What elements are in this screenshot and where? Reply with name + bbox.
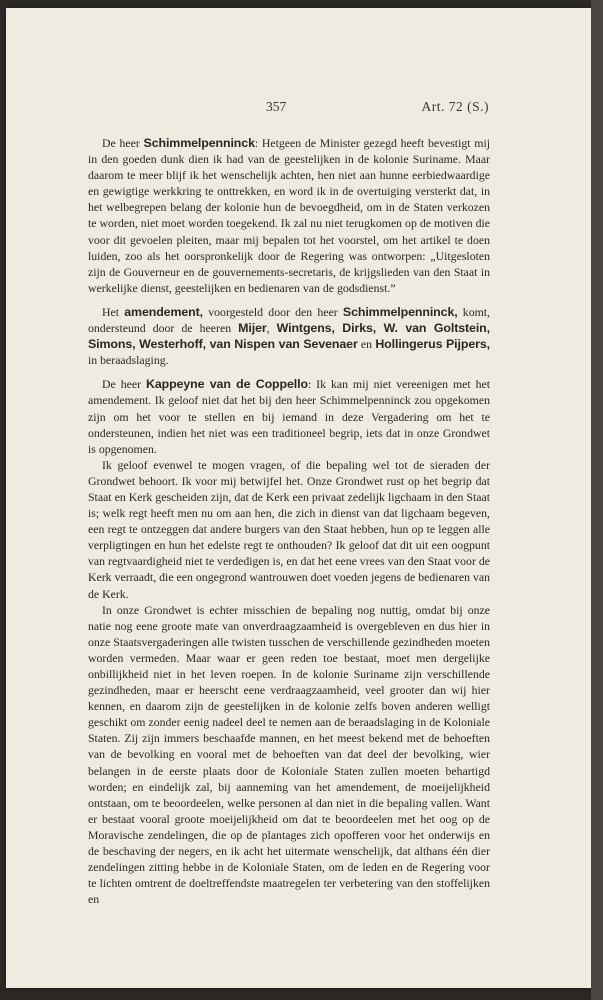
- bold-name: Kappeyne van de Coppello: [145, 377, 308, 392]
- paragraph-text: voorgesteld door den heer: [203, 304, 343, 319]
- bold-name: amendement,: [124, 304, 204, 319]
- paragraph-text: komt, ondersteund door de heeren: [88, 304, 490, 336]
- running-header: [78, 99, 489, 117]
- paragraph-text: in beraadslaging.: [88, 353, 169, 368]
- body-text: [88, 135, 490, 907]
- paragraph: [88, 602, 490, 908]
- bold-name: Hollingerus Pijpers,: [375, 337, 490, 352]
- paragraph-text: : Hetgeen de Minister gezegd heeft bevestigt mij in den goeden dunk dien ik had van de geestelijken in de kolonie Suriname. Maar daarom te meer blijf ik het wenschelijk achten, hen niet aan hunne eerbiedwaardige en gewigtige werkkring te onttrekken, en word ik in de overtuiging versterkt dat, in het welbegrepen belang der kolonie hun de bevoegdheid, om in de Staten verkozen te worden, niet moet worden toegekend. Ik zal nu niet terugkomen op de motiven die voor dit gevoelen pleiten, maar mij bepalen tot het voorstel, om het artikel te doen luiden, zoo als het oorspronkelijk door de Regering was ontworpen: „Uitgesloten zijn de Gouverneur en de gouvernements-secretaris, de krijgslieden van den Staat in werkelijke dienst, geestelijken en bedienaren van de godsdienst.”: [88, 136, 491, 295]
- paragraph: [88, 304, 490, 368]
- paragraph-text: ,: [266, 321, 277, 336]
- paragraph: [88, 457, 490, 602]
- page-number: 357: [266, 99, 287, 114]
- paragraph-text: In onze Grondwet is echter misschien de bepaling nog nuttig, omdat bij onze natie nog eene groote mate van onverdraagzaamheid is overgebleven en dus hier in onze Staatsvergaderingen alle twisten tusschen de verschillende gezindheden moeten worden vermeden. Maar waar er geen reden toe bestaat, moet men dergelijke onbillijkheid niet in het leven roepen. In de kolonie Suriname zijn verschillende gezindheden, maar er heerscht eene verdraagzaamheid, veel grooter dan wij hier kennen, en daarom zijn de geestelijken in de kolonie zelfs boven anderen welligt geschikt om zonder eenig nadeel deel te nemen aan de beraadslaging in de Koloniale Staten. Zij zijn immers beschaafde mannen, en het meest bekend met de behoeften van de bevolking en vooral met de behoeften van dat deel der bevolking, wier belangen in de eerste plaats door de Koloniale Staten zullen moeten behartigd worden; en eindelijk zal, bij aanneming van het amendement, de moeijelijkheid ontstaan, om te beoordeelen, welke personen al dan niet in die bepaling vallen. Want er bestaat vooral groote moeijelijkheid om dat te beoordeelen met het oog op de Moravische zendelingen, die op de plantages zich opofferen voor het onderwijs en de beschaving der negers, en ik acht het uitermate wenschelijk, dat althans één dier zendelingen zitting hebbe in de Koloniale Staten, om de leden en de Regering voor te lichten omtrent de doeltreffendste maatregelen ter verbetering van den stoffelijken en: [88, 602, 490, 907]
- paragraph-text: Het: [102, 304, 125, 319]
- paragraph: [88, 135, 490, 296]
- paragraph-text: en: [357, 337, 376, 352]
- bold-name: Schimmelpenninck,: [342, 304, 458, 319]
- paragraph-text: : Ik kan mij niet vereenigen met het amendement. Ik geloof niet dat het bij den heer Schimmelpenninck zou opgekomen zijn om het voor te stellen en bij iemand in deze Vergadering om het te ondersteunen, indien het niet was een traditioneel begrip, iets dat in onze Grondwet is opgenomen.: [88, 377, 490, 456]
- article-reference: Art. 72 (S.): [421, 99, 489, 114]
- bold-name: Wintgens, Dirks, W. van Goltstein, Simons, Westerhoff, van Nispen van Sevenaer: [88, 321, 490, 352]
- paragraph-text: Ik geloof evenwel te mogen vragen, of die bepaling wel tot de sieraden der Grondwet behoort. Ik voor mij betwijfel het. Onze Grondwet rust op het begrip dat Staat en Kerk gescheiden zijn, dat de Kerk een privaat zedelijk ligchaam in den Staat is; welk regt heeft men nu om aan hen, die zich in dienst van dat ligchaam begeven, een regt te ontzeggen dat andere burgers van den Staat hebben, hun op te leggen alle verpligtingen en hun het edelste regt te onthouden? Ik geloof dat dit uit een oogpunt van regtvaardigheid niet te verdedigen is, en dat het eene vrees van den Staat voor de Kerk verraadt, die een ongegrond wantrouwen doet voeden jegens de bedienaren van de Kerk.: [88, 457, 490, 601]
- book-page: [6, 8, 591, 988]
- book-spine-edge: [591, 0, 603, 1000]
- bold-name: Schimmelpenninck: [143, 136, 255, 150]
- paragraph: [88, 376, 490, 456]
- paragraph-text: De heer: [102, 377, 146, 392]
- paragraph-text: De heer: [102, 136, 144, 150]
- bold-name: Mijer: [238, 321, 267, 336]
